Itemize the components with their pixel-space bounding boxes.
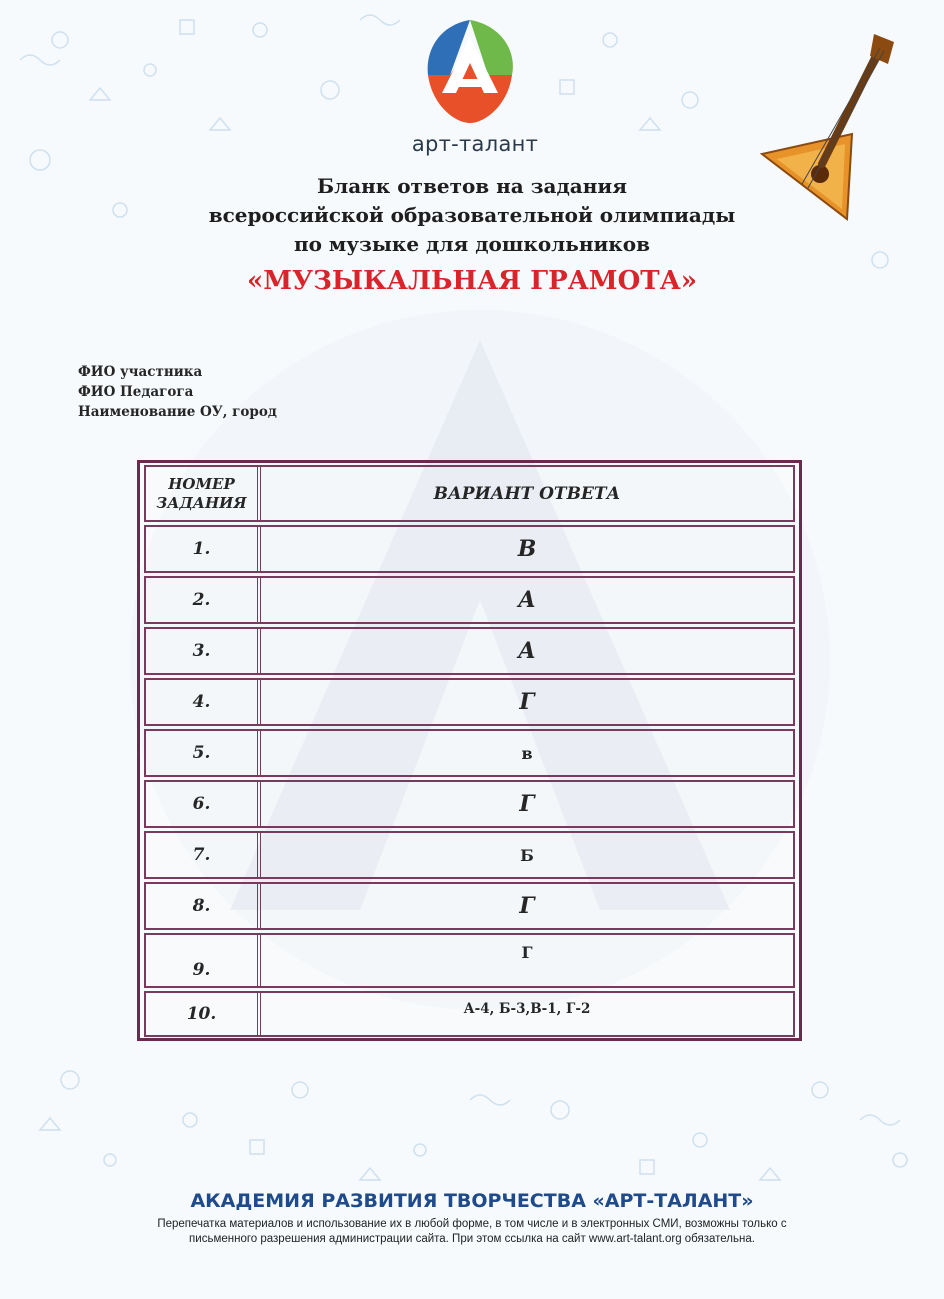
task-number: 10. [146,993,261,1035]
title-line-2: всероссийской образовательной олимпиады [208,203,736,227]
header-answer-variant: ВАРИАНТ ОТВЕТА [433,483,621,504]
brand-name: арт-талант [411,132,539,156]
table-row [144,933,795,988]
table-row [144,729,795,777]
task-answer: В [517,536,537,562]
copyright-note [100,1217,844,1247]
participant-name-label: ФИО участника [78,364,203,380]
task-number: 2. [146,578,261,622]
task-number: 3. [146,629,261,673]
table-row [144,576,795,624]
task-number: 1. [146,527,261,571]
table-row [144,627,795,675]
table-row [144,525,795,573]
title-line-3: по музыке для дошкольников [293,232,650,256]
task-number: 9. [146,935,261,986]
task-answer: Г [519,791,535,817]
teacher-name-label: ФИО Педагога [78,384,194,400]
task-answer: А [518,638,536,664]
answers-table [137,460,802,1041]
table-row [144,831,795,879]
olympiad-name: «МУЗЫКАЛЬНАЯ ГРАМОТА» [247,266,697,296]
task-answer: Г [519,893,535,919]
task-number: 4. [146,680,261,724]
academy-name: АКАДЕМИЯ РАЗВИТИЯ ТВОРЧЕСТВА «АРТ-ТАЛАНТ» [190,1190,754,1212]
art-talant-logo-icon [420,15,520,125]
copyright-note-line-2: письменного разрешения администрации сайта. При этом ссылка на сайт www.art-talant.org обязательна. [189,1233,755,1245]
task-number: 7. [146,833,261,877]
task-answer: в [521,743,533,763]
title-line-1: Бланк ответов на задания [317,174,627,198]
task-number: 8. [146,884,261,928]
task-answer: Г [519,689,535,715]
table-row [144,882,795,930]
task-answer: Б [520,845,534,865]
header-task-number-line2: ЗАДАНИЯ [156,493,247,512]
header-task-number [146,467,261,520]
header-task-number-line1: НОМЕР [168,474,235,493]
task-answer: А [518,587,536,613]
table-row [144,991,795,1037]
task-answer: А-4, Б-3,В-1, Г-2 [463,1001,591,1017]
institution-label: Наименование ОУ, город [78,404,277,420]
participant-fields [78,362,277,422]
copyright-note-line-1: Перепечатка материалов и использование их в любой форме, в том числе и в электронных СМИ, возможны только с [157,1218,787,1230]
task-number: 6. [146,782,261,826]
task-number: 5. [146,731,261,775]
table-row [144,780,795,828]
table-row [144,678,795,726]
task-answer: Г [521,943,533,962]
page-title [150,172,794,301]
table-header-row [144,465,795,522]
